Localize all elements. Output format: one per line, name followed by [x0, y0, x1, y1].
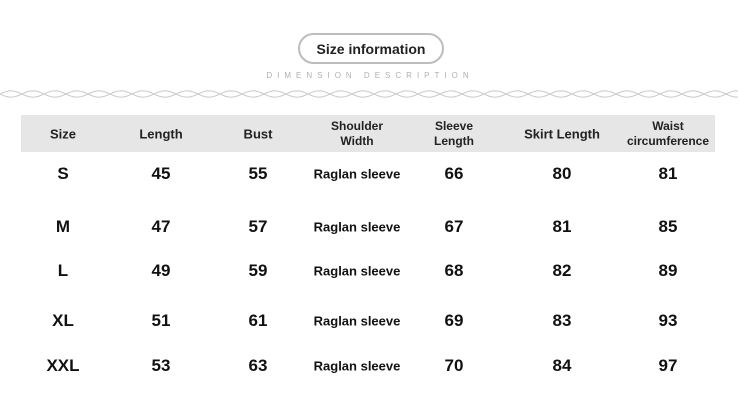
- cell-size: M: [55, 217, 71, 236]
- cell-shoulder-width: Raglan sleeve: [313, 263, 401, 279]
- column-header-bust: [244, 127, 273, 142]
- cell-waist-circumference: 93: [658, 311, 678, 330]
- column-header-line: Bust: [243, 126, 273, 142]
- cell-bust: 57: [248, 217, 268, 236]
- cell-length: 45: [151, 164, 171, 183]
- cell-length: 49: [151, 261, 171, 280]
- cell-waist-circumference: 97: [658, 356, 678, 375]
- column-header-sleeve-length: [434, 119, 474, 149]
- cell-skirt-length: 80: [552, 164, 572, 183]
- column-header-line: Sleeve: [434, 119, 474, 133]
- cell-length: 47: [151, 217, 171, 236]
- cell-shoulder-width: Raglan sleeve: [313, 313, 401, 329]
- cell-skirt-length: 81: [552, 217, 572, 236]
- decorative-wave-divider: [0, 84, 739, 104]
- column-header-line: Size: [49, 126, 77, 142]
- cell-skirt-length: 83: [552, 311, 572, 330]
- cell-sleeve-length: 66: [444, 164, 464, 183]
- cell-length: 51: [151, 311, 171, 330]
- column-header-line: Length: [139, 126, 183, 142]
- cell-bust: 55: [248, 164, 268, 183]
- column-header-waist-circumference: [627, 119, 709, 149]
- column-header-shoulder-width: [331, 119, 383, 149]
- cell-sleeve-length: 69: [444, 311, 464, 330]
- cell-sleeve-length: 67: [444, 217, 464, 236]
- column-header-line: Shoulder: [330, 119, 384, 133]
- cell-length: 53: [151, 356, 171, 375]
- cell-shoulder-width: Raglan sleeve: [313, 166, 401, 182]
- cell-waist-circumference: 81: [658, 164, 678, 183]
- column-header-line: Width: [340, 134, 374, 148]
- column-header-line: Waist: [652, 119, 684, 133]
- cell-sleeve-length: 70: [444, 356, 464, 375]
- section-title: Size information: [298, 33, 444, 64]
- cell-shoulder-width: Raglan sleeve: [313, 219, 401, 235]
- cell-waist-circumference: 89: [658, 261, 678, 280]
- column-header-line: circumference: [626, 134, 710, 148]
- cell-size: XL: [52, 311, 74, 330]
- cell-skirt-length: 82: [552, 261, 572, 280]
- section-subtitle: DIMENSION DESCRIPTION: [266, 71, 474, 80]
- cell-bust: 61: [248, 311, 268, 330]
- column-header-line: Skirt Length: [524, 126, 600, 142]
- cell-bust: 59: [248, 261, 268, 280]
- cell-skirt-length: 84: [552, 356, 572, 375]
- cell-bust: 63: [248, 356, 268, 375]
- column-header-size: [50, 127, 76, 142]
- cell-waist-circumference: 85: [658, 217, 678, 236]
- cell-size: XXL: [46, 356, 80, 375]
- column-header-skirt-length: [524, 127, 600, 142]
- column-header-length: [139, 127, 182, 142]
- cell-shoulder-width: Raglan sleeve: [313, 358, 401, 374]
- cell-size: L: [57, 261, 69, 280]
- cell-sleeve-length: 68: [444, 261, 464, 280]
- cell-size: S: [57, 164, 69, 183]
- column-header-line: Length: [434, 134, 474, 148]
